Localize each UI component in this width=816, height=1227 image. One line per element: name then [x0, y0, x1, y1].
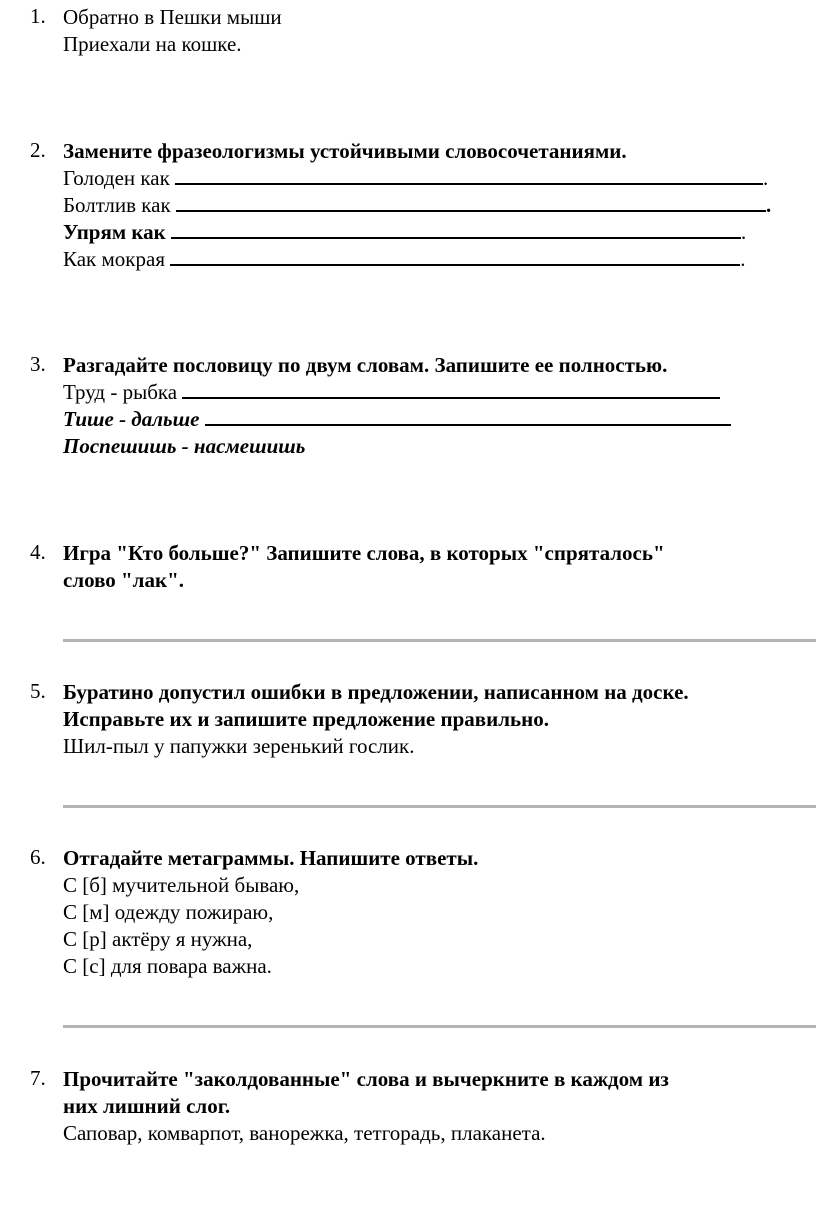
answer-blank[interactable]: [171, 219, 741, 239]
item-heading: Исправьте их и запишите предложение правильно.: [63, 707, 549, 731]
item-heading: Отгадайте метаграммы. Напишите ответы.: [63, 846, 479, 870]
item-number: 1.: [30, 4, 46, 28]
item-number: 3.: [30, 352, 46, 376]
item-line: Обратно в Пешки мыши: [63, 5, 282, 29]
item-heading: слово "лак".: [63, 568, 184, 592]
item-line: Тише - дальше: [63, 407, 200, 431]
answer-line[interactable]: [63, 805, 816, 808]
item-heading: них лишний слог.: [63, 1094, 231, 1118]
fill-line: [63, 192, 771, 219]
item-line: Поспешишь - насмешишь: [63, 434, 306, 458]
answer-blank[interactable]: [205, 406, 731, 426]
item-number: 2.: [30, 138, 46, 162]
item-heading: Замените фразеологизмы устойчивыми словосочетаниями.: [63, 139, 627, 163]
answer-blank[interactable]: [176, 192, 766, 212]
answer-line[interactable]: [63, 639, 816, 642]
item-line: Голоден как: [63, 166, 170, 190]
item-line: Как мокрая: [63, 247, 165, 271]
item-number: 6.: [30, 845, 46, 869]
item-number: 5.: [30, 679, 46, 703]
fill-line: [63, 246, 745, 273]
item-line: С [б] мучительной бываю,: [63, 873, 300, 897]
answer-blank[interactable]: [182, 379, 720, 399]
item-line: Приехали на кошке.: [63, 32, 242, 56]
answer-blank[interactable]: [175, 165, 763, 185]
item-line: С [с] для повара важна.: [63, 954, 272, 978]
item-heading: Буратино допустил ошибки в предложении, написанном на доске.: [63, 680, 689, 704]
fill-line: [63, 219, 746, 246]
fill-line: [63, 379, 720, 406]
line-end: .: [740, 247, 746, 271]
item-line: Болтлив как: [63, 193, 171, 217]
item-line: Упрям как: [63, 220, 166, 244]
line-end: .: [765, 193, 772, 217]
item-heading: Разгадайте пословицу по двум словам. Запишите ее полностью.: [63, 353, 668, 377]
line-end: .: [763, 166, 769, 190]
answer-blank[interactable]: [170, 246, 740, 266]
item-line: С [р] актёру я нужна,: [63, 927, 253, 951]
item-line: С [м] одежду пожираю,: [63, 900, 274, 924]
item-line: Саповар, комварпот, ванорежка, тетгорадь, плаканета.: [63, 1121, 546, 1145]
item-heading: Прочитайте "заколдованные" слова и вычеркните в каждом из: [63, 1067, 669, 1091]
fill-line: [63, 406, 731, 433]
item-line: Шил-пыл у папужки зеренький гослик.: [63, 734, 415, 758]
answer-line[interactable]: [63, 1025, 816, 1028]
item-line: Труд - рыбка: [63, 380, 178, 404]
fill-line: [63, 165, 768, 192]
item-heading: Игра "Кто больше?" Запишите слова, в которых "спряталось": [63, 541, 665, 565]
line-end: .: [741, 220, 747, 244]
item-number: 4.: [30, 540, 46, 564]
item-number: 7.: [30, 1066, 46, 1090]
